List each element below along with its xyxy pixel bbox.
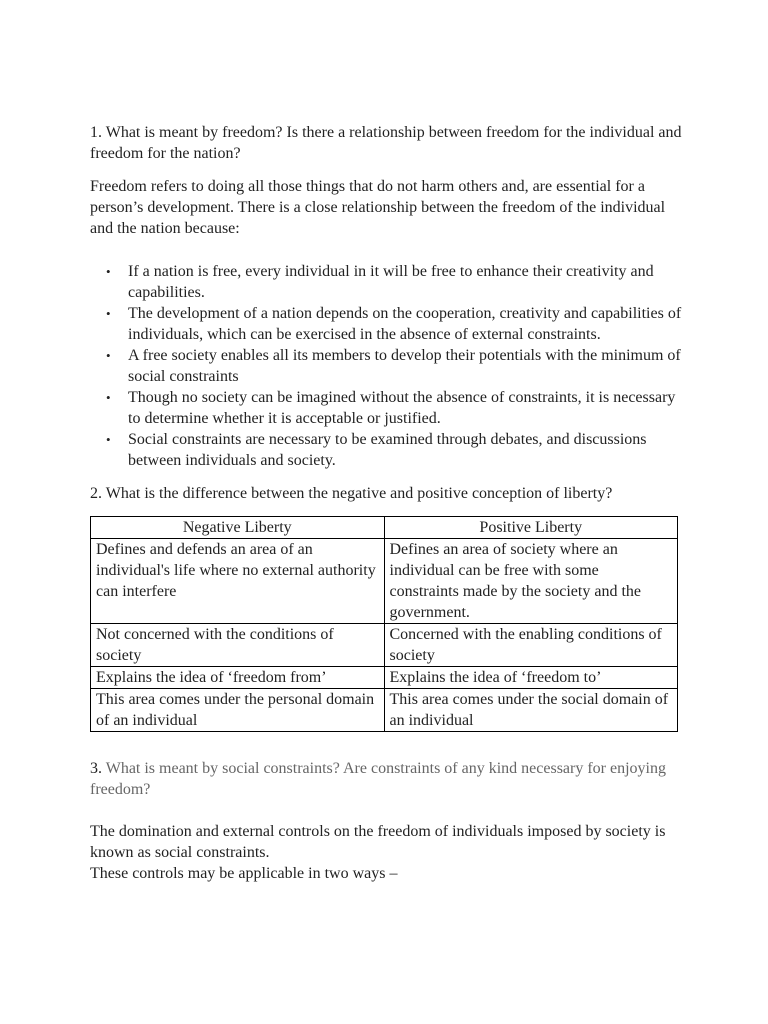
list-item (106, 387, 682, 429)
table-row (91, 689, 678, 732)
question-2: 2. What is the difference between the negative and positive conception of liberty? (90, 485, 613, 502)
list-item (106, 429, 682, 471)
table-header-row (91, 517, 678, 539)
column-header-negative: Negative Liberty (91, 517, 385, 539)
table-cell: Explains the idea of ‘freedom to’ (384, 667, 678, 689)
bullet-text: A free society enables all its members to develop their potentials with the minimum of social constraints (128, 347, 681, 385)
table-cell: Not concerned with the conditions of society (91, 624, 385, 667)
table-cell: Explains the idea of ‘freedom from’ (91, 667, 385, 689)
question-3 (90, 758, 682, 800)
bullet-icon: • (106, 264, 111, 279)
bullet-icon: • (106, 348, 111, 363)
list-item (106, 261, 682, 303)
answer-3: The domination and external controls on the freedom of individuals imposed by society is known as social constraints. (90, 823, 666, 861)
list-item (106, 345, 682, 387)
question-3-number: 3. (90, 760, 102, 777)
table-cell: This area comes under the social domain of an individual (384, 689, 678, 732)
bullet-icon: • (106, 390, 111, 405)
bullet-text: Though no society can be imagined without the absence of constraints, it is necessary to determine whether it is acceptable or justified. (128, 389, 676, 427)
bullet-text: Social constraints are necessary to be examined through debates, and discussions between individuals and society. (128, 431, 647, 469)
bullet-text: The development of a nation depends on the cooperation, creativity and capabilities of individuals, which can be exercised in the absence of external constraints. (128, 305, 682, 343)
bullet-text: If a nation is free, every individual in it will be free to enhance their creativity and capabilities. (128, 263, 654, 301)
column-header-positive: Positive Liberty (384, 517, 678, 539)
answer-3-continued: These controls may be applicable in two ways – (90, 865, 398, 882)
table-cell: Concerned with the enabling conditions of society (384, 624, 678, 667)
table-cell: Defines and defends an area of an individual's life where no external authority can interfere (91, 539, 385, 624)
bullet-list (90, 261, 682, 471)
table-row (91, 539, 678, 624)
table-cell: This area comes under the personal domain of an individual (91, 689, 385, 732)
list-item (106, 303, 682, 345)
liberty-comparison-table (90, 516, 678, 732)
table-row (91, 624, 678, 667)
table-cell: Defines an area of society where an individual can be free with some constraints made by the society and the government. (384, 539, 678, 624)
document-page (90, 122, 682, 884)
table-row (91, 667, 678, 689)
bullet-icon: • (106, 432, 111, 447)
answer-1: Freedom refers to doing all those things that do not harm others and, are essential for a person’s development. There is a close relationship between the freedom of the individual and the nation because: (90, 178, 666, 237)
bullet-icon: • (106, 306, 111, 321)
question-1: 1. What is meant by freedom? Is there a relationship between freedom for the individual and freedom for the nation? (90, 124, 682, 162)
question-3-text: What is meant by social constraints? Are constraints of any kind necessary for enjoying freedom? (90, 760, 666, 798)
